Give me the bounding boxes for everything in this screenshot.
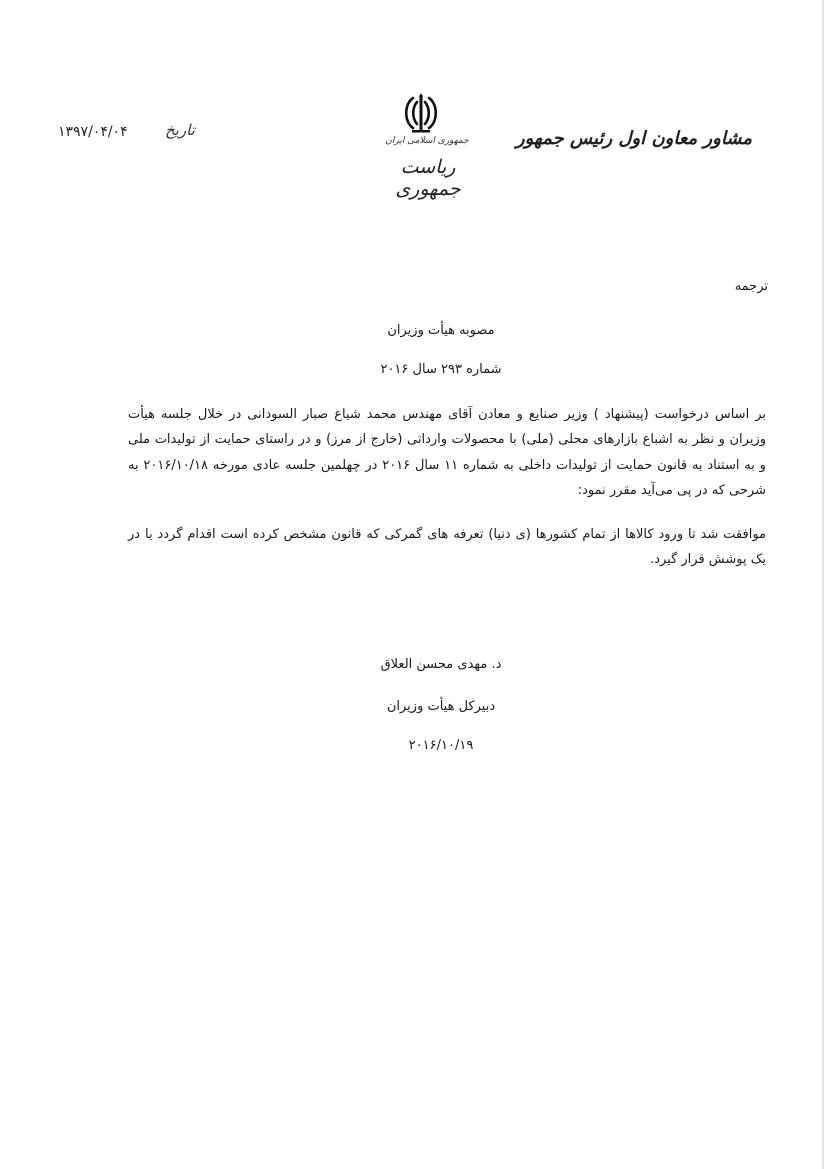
letter-date: ۱۳۹۷/۰۴/۰۴ (58, 124, 128, 140)
date-label: تاریخ (165, 121, 195, 139)
resolution-title: مصوبه هیأت وزیران (387, 323, 495, 338)
translation-label: ترجمه (734, 279, 768, 294)
sender-title: مشاور معاون اول رئیس جمهور (515, 128, 752, 149)
resolution-paragraph: بر اساس درخواست (پیشنهاد ) وزیر صنایع و معادن آقای مهندس محمد شیاع صبار السودانی در خلال جلسه هیأت وزیران و نظر به اشباع بازارهای محلی (ملی) با محصولات وارداتی (خارج از مرز) و در راستای حمایت از تولیدات ملی و به استناد به قانون حمایت از تولیدات داخلی به شماره ۱۱ سال ۲۰۱۶ در چهلمین جلسه عادی مورخه ۲۰۱۶/۱۰/۱۸ به شرحی که در پی می‌آید مقرر نمود: (128, 407, 766, 498)
presidency-title: ریاست جمهوری (395, 156, 461, 200)
resolution-number: شماره ۲۹۳ سال ۲۰۱۶ (380, 362, 502, 377)
iran-emblem-icon (398, 92, 444, 136)
page-edge (822, 0, 824, 1169)
signatory-name: د. مهدی محسن العلاق (380, 657, 502, 672)
signatory-title: دبیرکل هیأت وزیران (386, 699, 496, 714)
organization-name: جمهوری اسلامی ایران (385, 136, 469, 146)
signature-date: ۲۰۱۶/۱۰/۱۹ (408, 738, 474, 753)
decision-paragraph: موافقت شد تا ورود کالاها از تمام کشورها (ی دنیا) تعرفه های گمرکی که قانون مشخص کرده است اقدام گردد یا در یک پوشش قرار گیرد. (128, 527, 766, 568)
